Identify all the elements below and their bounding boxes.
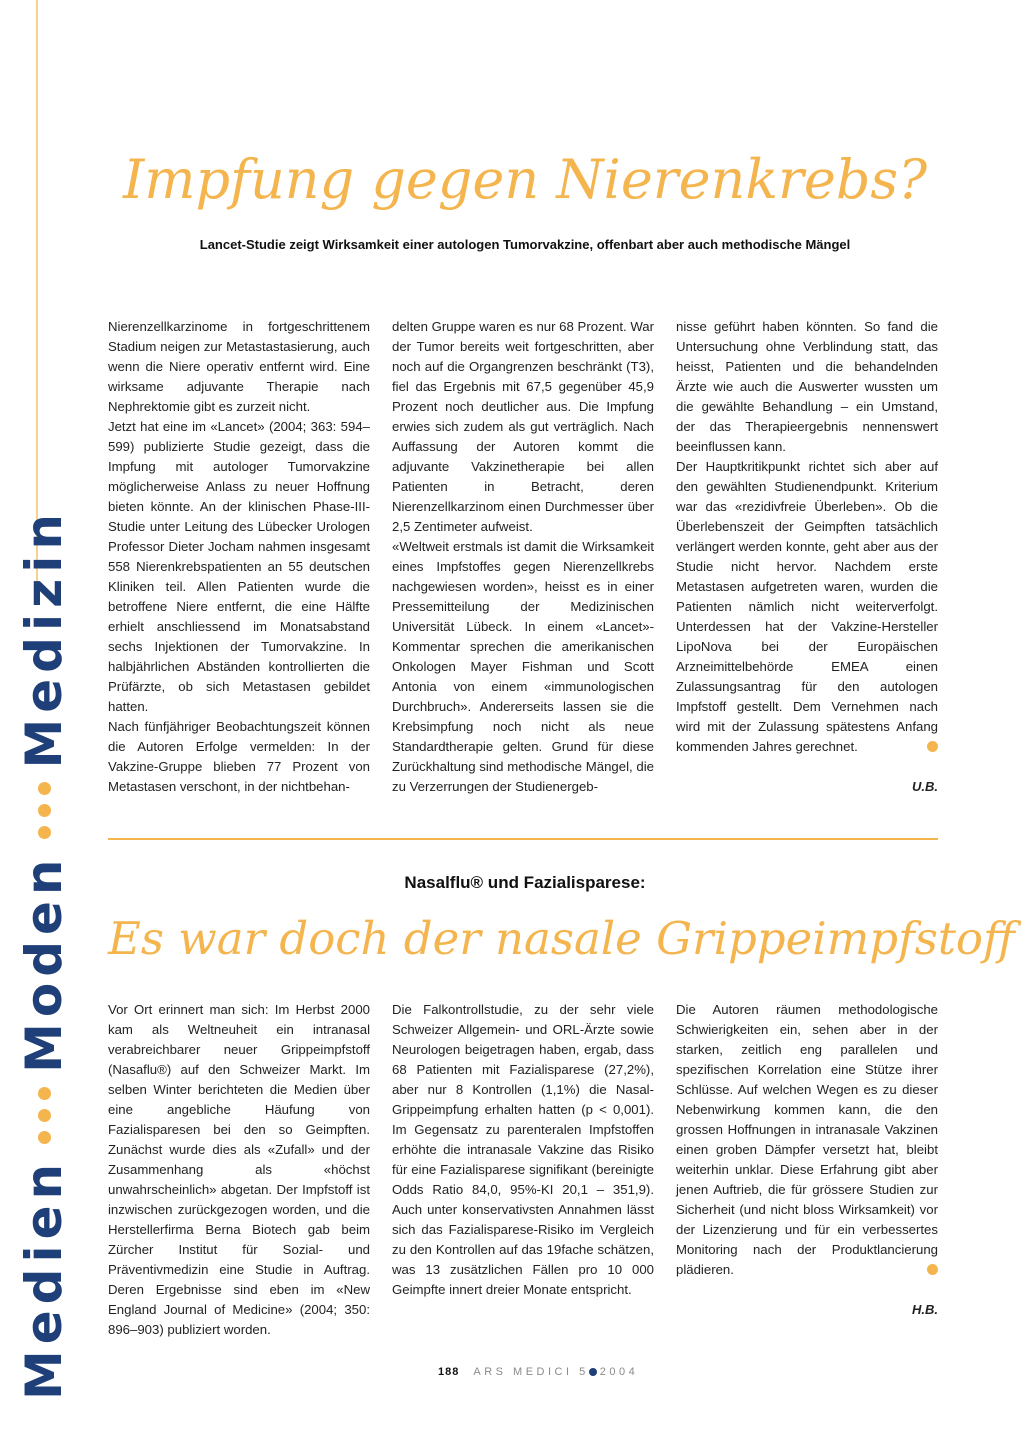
article1-title: Impfung gegen Nierenkrebs? xyxy=(122,148,928,211)
dot-icon xyxy=(38,1131,51,1144)
page-number: 188 xyxy=(438,1366,460,1378)
journal-name: ARS MEDICI 5 xyxy=(473,1366,589,1378)
paragraph: nisse geführt haben könnten. So fand die Untersuchung ohne Verblindung statt, das heisst, Patienten und die behandelnden Ärzte wie auch die Auswerter wussten um die gewählte Behandlung – ein Umstand, der das Therapieergebnis nennenswert beeinflussen kann. xyxy=(676,319,938,454)
dot-icon xyxy=(589,1368,597,1376)
author-signature: H.B. xyxy=(912,1302,938,1317)
dot-icon xyxy=(38,782,51,795)
article1-column-2 xyxy=(392,317,654,797)
paragraph xyxy=(676,457,938,757)
paragraph: Vor Ort erinnert man sich: Im Herbst 2000 kam als Weltneuheit ein intranasal verabreichbarer neuer Grippeimpfstoff (Nasaflu®) auf den Schweizer Markt. Im selben Winter berichteten die Medien über eine angebliche Häufung von Fazialisparesen bei den so Geimpften. Zunächst wurde dies als «Zufall» und der Zusammenhang als «höchst unwahrscheinlich» abgetan. Der Impfstoff ist inzwischen zurückgezogen worden, und die Herstellerfirma Berna Biotech gab beim Zürcher Institut für Sozial- und Präventivmedizin eine Studie in Auftrag. Deren Ergebnisse sind eben im «New England Journal of Medicine» (2004; 350: 896–903) publiziert worden. xyxy=(108,1002,370,1337)
section-banner xyxy=(4,508,84,1400)
article1-subtitle: Lancet-Studie zeigt Wirksamkeit einer autologen Tumorvakzine, offenbart aber auch methodische Mängel xyxy=(199,237,851,252)
article2-body xyxy=(108,1000,938,1340)
article2-column-2 xyxy=(392,1000,654,1340)
paragraph xyxy=(676,1000,938,1280)
banner-dots xyxy=(38,1087,51,1144)
article2-column-3 xyxy=(676,1000,938,1340)
article2-title: Es war doch der nasale Grippeimpfstoff xyxy=(108,912,1015,965)
end-mark-icon xyxy=(927,741,938,752)
article1-column-3 xyxy=(676,317,938,797)
paragraph: Jetzt hat eine im «Lancet» (2004; 363: 594–599) publizierte Studie gezeigt, dass die Impfung mit autologer Tumorvakzine möglicherweise Anlass zu neuer Hoffnung bieten könnte. An der klinischen Phase-III-Studie unter Leitung des Lübecker Urologen Professor Dieter Jocham nahmen insgesamt 558 Nierenkrebspatienten an 55 deutschen Kliniken teil. Allen Patienten wurde die betroffene Niere entfernt, die eine Hälfte erhielt anschliessend im Monatsabstand sechs Injektionen der Tumorvakzine. In halbjährlichen Abständen kontrollierten die Prüfärzte, ob sich Metastasen gebildet hatten. xyxy=(108,419,370,714)
article1-body xyxy=(108,317,938,797)
dot-icon xyxy=(38,1087,51,1100)
end-mark-icon xyxy=(927,1264,938,1275)
paragraph: «Weltweit erstmals ist damit die Wirksamkeit eines Impfstoffes gegen Nierenzellkrebs nachgewiesen worden», heisst es in einer Pressemitteilung der Medizinischen Universität Lübeck. In einem «Lancet»-Kommentar sprechen die amerikanischen Onkologen Mayer Fishman und Scott Antonia von einem «immunologischen Durchbruch». Andererseits lassen sie die Krebsimpfung noch nicht als neue Standardtherapie gelten. Grund für diese Zurückhaltung sind methodische Mängel, die zu Verzerrungen der Studienergeb- xyxy=(392,539,654,794)
article1-column-1 xyxy=(108,317,370,797)
dot-icon xyxy=(38,1109,51,1122)
banner-word-medizin: Medizin xyxy=(15,508,73,769)
article2-column-1 xyxy=(108,1000,370,1340)
paragraph-text: Die Autoren räumen methodologische Schwierigkeiten ein, sehen aber in der starken, zeitlich eng parallelen und spezifischen Korrelation eine Stütze ihrer Schlüsse. Auf welchen Wegen es zu dieser Nebenwirkung kommen kann, die den grossen Hoffnungen in intranasale Vakzinen einen groben Dämpfer versetzt hat, bleibt weiterhin unklar. Diese Erfahrung gibt aber jenen Auftrieb, die für grössere Studien zur Sicherheit (und nicht bloss Wirksamkeit) vor der Lizenzierung und für ein verbessertes Monitoring nach der Produktlancierung plädieren. xyxy=(676,1002,938,1277)
banner-dots xyxy=(38,782,51,839)
article2-kicker: Nasalflu® und Fazialisparese: xyxy=(404,873,646,892)
page-footer xyxy=(438,1366,638,1378)
article-divider xyxy=(108,838,938,840)
paragraph: Nierenzellkarzinome in fortgeschrittenem Stadium neigen zur Metastastasierung, auch wenn die Niere operativ entfernt wird. Eine wirksame adjuvante Therapie nach Nephrektomie gibt es zurzeit nicht. xyxy=(108,319,370,414)
paragraph: Die Falkontrollstudie, zu der sehr viele Schweizer Allgemein- und ORL-Ärzte sowie Neurologen beigetragen haben, ergab, dass 68 Patienten mit Fazialisparese (27,2%), aber nur 8 Kontrollen (1,1%) die Nasal-Grippeimpfung erhalten hatten (p < 0,001). Im Gegensatz zu parenteralen Impfstoffen erhöhte die intranasale Vakzine das Risiko für eine Fazialisparese signifikant (bereinigte Odds Ratio 84,0, 95%-KI 20,1 – 351,9). Auch unter konservativsten Annahmen lässt sich das Fazialisparese-Risiko im Vergleich zu den Kontrollen auf das 19fache schätzen, was 13 zusätzlichen Fällen pro 10 000 Geimpfte innert dreier Monate entspricht. xyxy=(392,1002,654,1297)
banner-word-moden: Moden xyxy=(15,853,73,1073)
paragraph: delten Gruppe waren es nur 68 Prozent. War der Tumor bereits weit fortgeschritten, aber noch auf die Organgrenzen beschränkt (T3), fiel das Ergebnis mit 67,5 gegenüber 45,9 Prozent noch deutlicher aus. Die Impfung erwies sich zudem als gut verträglich. Nach Auffassung der Autoren kommt die adjuvante Vakzinetherapie bei allen Patienten in Betracht, deren Nierenzellkarzinom einen Durchmesser über 2,5 Zentimeter aufweist. xyxy=(392,319,654,534)
paragraph-text: Der Hauptkritikpunkt richtet sich aber auf den gewählten Studienendpunkt. Kriterium war das «rezidivfreie Überleben». Ob die Überlebenszeit der Geimpften tatsächlich verlängert werden konnte, geht aber aus der Studie nicht hervor. Nachdem erste Metastasen aufgetreten waren, wurden die Patienten nämlich nicht weiterverfolgt. Unterdessen hat der Vakzine-Hersteller LipoNova bei der Europäischen Arzneimittelbehörde EMEA einen Zulassungsantrag für den autologen Impfstoff gestellt. Dem Vernehmen nach wird mit der Zulassung spätestens Anfang kommenden Jahres gerechnet. xyxy=(676,459,938,754)
dot-icon xyxy=(38,826,51,839)
paragraph: Nach fünfjähriger Beobachtungszeit können die Autoren Erfolge vermelden: In der Vakzine-Gruppe blieben 77 Prozent von Metastasen verschont, in der nichtbehan- xyxy=(108,719,370,794)
journal-year: 2004 xyxy=(599,1366,639,1378)
banner-word-medien: Medien xyxy=(15,1157,73,1400)
author-signature: U.B. xyxy=(912,779,938,794)
dot-icon xyxy=(38,804,51,817)
